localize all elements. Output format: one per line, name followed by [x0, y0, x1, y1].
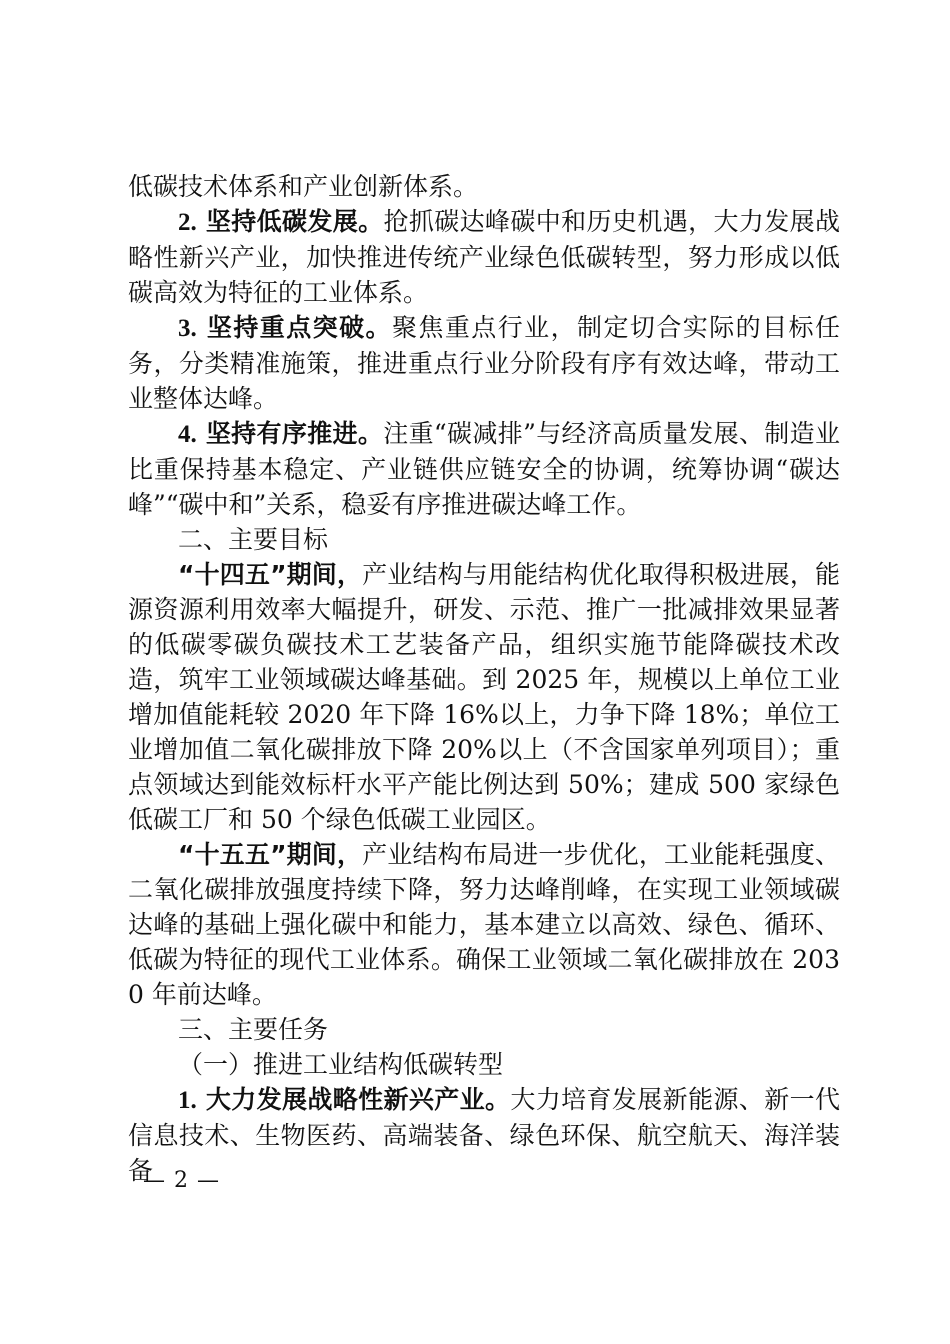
- paragraph-lead: [178, 313, 392, 342]
- lead-text: 坚持重点突破。: [206, 313, 392, 342]
- paragraph-lead: [178, 419, 383, 448]
- lead-text: 坚持有序推进。: [205, 419, 384, 448]
- paragraph-principle-3: [128, 310, 840, 416]
- section-heading-main-goals: [128, 522, 840, 557]
- lead-text: 坚持低碳发展。: [205, 207, 384, 236]
- paragraph-text: 低碳技术体系和产业创新体系。: [128, 172, 479, 201]
- paragraph-text: 产业结构布局进一步优化，工业能耗强度、二氧化碳排放强度持续下降，努力达峰削峰，在实现工业领域碳达峰的基础上强化碳中和能力，基本建立以高效、绿色、循环、低碳为特征的现代工业体系。确保工业领域二氧化碳排放在 2030 年前达峰。: [128, 840, 840, 1009]
- paragraph-lead: [178, 1085, 510, 1114]
- paragraph-principle-4: [128, 416, 840, 522]
- lead-text: 大力发展战略性新兴产业。: [205, 1085, 511, 1114]
- heading-text: 二、主要目标: [178, 525, 329, 554]
- subsection-heading: [128, 1047, 840, 1082]
- paragraph-text: 注重“碳减排”与经济高质量发展、制造业比重保持基本稳定、产业链供应链安全的协调，统筹协调“碳达峰”“碳中和”关系，稳妥有序推进碳达峰工作。: [128, 419, 840, 519]
- paragraph-text: 大力培育发展新能源、新一代信息技术、生物医药、高端装备、绿色环保、航空航天、海洋装备: [128, 1085, 840, 1185]
- paragraph-principle-2: [128, 204, 840, 310]
- paragraph-lead: [178, 207, 384, 236]
- paragraph-task-1: [128, 1082, 840, 1188]
- paragraph-lead: “十五五”期间，: [178, 840, 363, 869]
- paragraph-14th-five-year: [128, 557, 840, 837]
- heading-text: （一）推进工业结构低碳转型: [178, 1050, 504, 1079]
- paragraph-15th-five-year: [128, 837, 840, 1012]
- paragraph-text: 聚焦重点行业，制定切合实际的目标任务，分类精准施策，推进重点行业分阶段有序有效达峰，带动工业整体达峰。: [128, 313, 840, 413]
- lead-number: 3.: [178, 315, 197, 342]
- paragraph-lead: “十四五”期间，: [178, 560, 363, 589]
- lead-number: 4.: [178, 421, 197, 448]
- page-number: — 2 —: [143, 1168, 220, 1193]
- document-body: [128, 169, 840, 1188]
- section-heading-main-tasks: [128, 1012, 840, 1047]
- paragraph-text: 抢抓碳达峰碳中和历史机遇，大力发展战略性新兴产业，加快推进传统产业绿色低碳转型，努力形成以低碳高效为特征的工业体系。: [128, 207, 840, 307]
- lead-number: 1.: [178, 1087, 197, 1114]
- heading-text: 三、主要任务: [178, 1015, 329, 1044]
- lead-number: 2.: [178, 209, 197, 236]
- paragraph-text: 产业结构与用能结构优化取得积极进展，能源资源利用效率大幅提升，研发、示范、推广一批减排效果显著的低碳零碳负碳技术工艺装备产品，组织实施节能降碳技术改造，筑牢工业领域碳达峰基础。到 2025 年，规模以上单位工业增加值能耗较 2020 年下降 16%以上，力争下降 18%；单位工业增加值二氧化碳排放下降 20%以上（不含国家单列项目）；重点领域达到能效标杆水平产能比例达到 50%；建成 500 家绿色低碳工厂和 50 个绿色低碳工业园区。: [128, 560, 840, 834]
- paragraph-continuation: [128, 169, 840, 204]
